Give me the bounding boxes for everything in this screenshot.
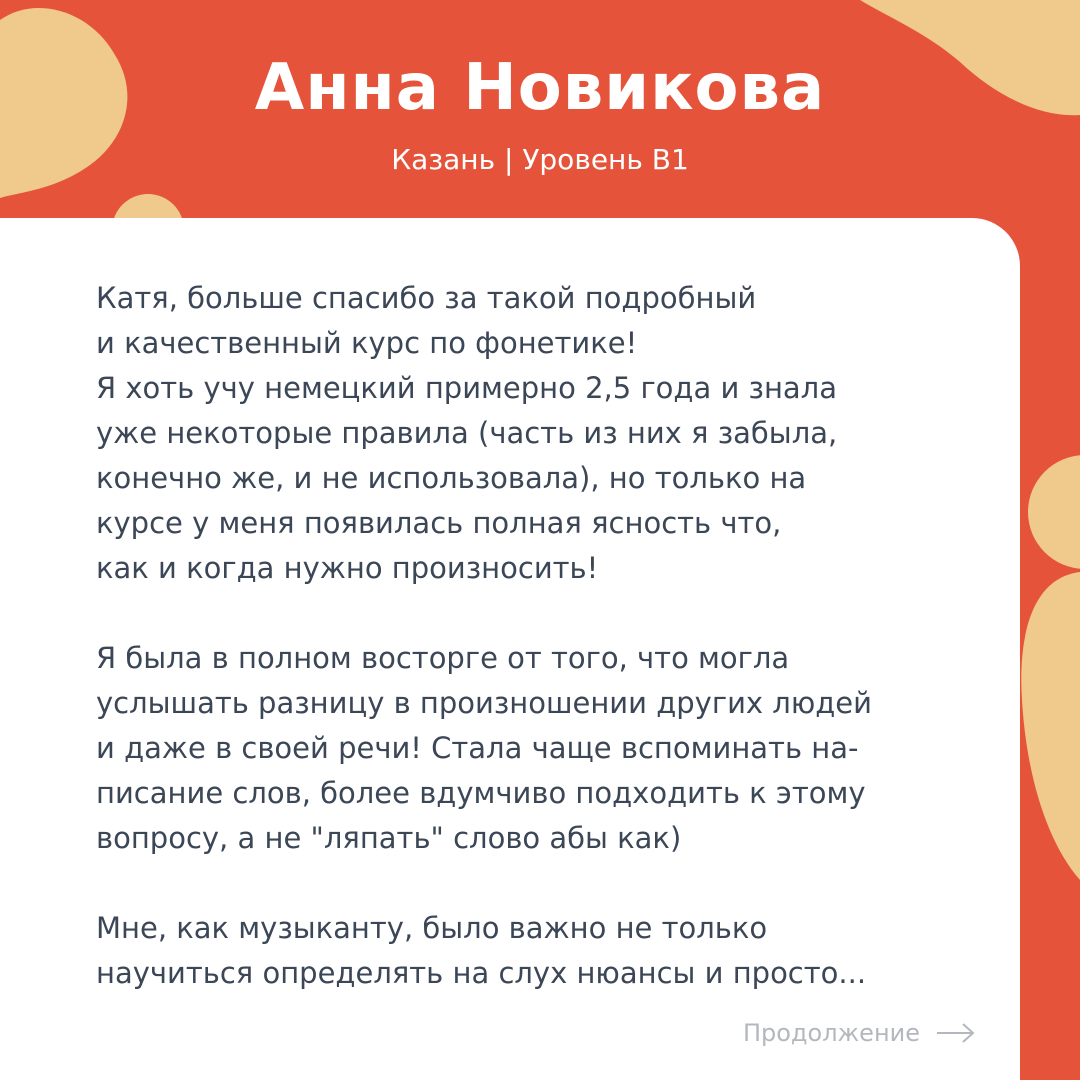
blob-circle-right <box>1028 455 1080 569</box>
header <box>0 0 1080 215</box>
blob-right-bottom <box>1021 572 1080 880</box>
review-paragraph-3: Мне, как музыканту, было важно не только научиться определять на слух нюансы и просто... <box>96 911 867 990</box>
continue-link[interactable] <box>743 1016 976 1050</box>
review-card <box>0 218 1020 1080</box>
reviewer-location-level: Казань | Уровень B1 <box>391 143 689 176</box>
review-text <box>96 276 956 996</box>
review-paragraph-2: Я была в полном восторге от того, что могла услышать разницу в произношении других людей и даже в своей речи! Стала чаще вспоминать на- писание слов, более вдумчиво подходить к этому вопросу, а не "ляпать" слово абы как) <box>96 641 872 855</box>
continue-label: Продолжение <box>742 1019 920 1047</box>
review-paragraph-1: Катя, больше спасибо за такой подробный и качественный курс по фонетике! Я хоть учу немецкий примерно 2,5 года и знала уже некоторые правила (часть из них я забыла, конечно же, и не использовала), но только на курсе у меня появилась полная ясность что, как и когда нужно произносить! <box>96 281 838 585</box>
arrow-right-icon <box>936 1022 976 1044</box>
reviewer-name: Анна Новикова <box>254 51 826 125</box>
